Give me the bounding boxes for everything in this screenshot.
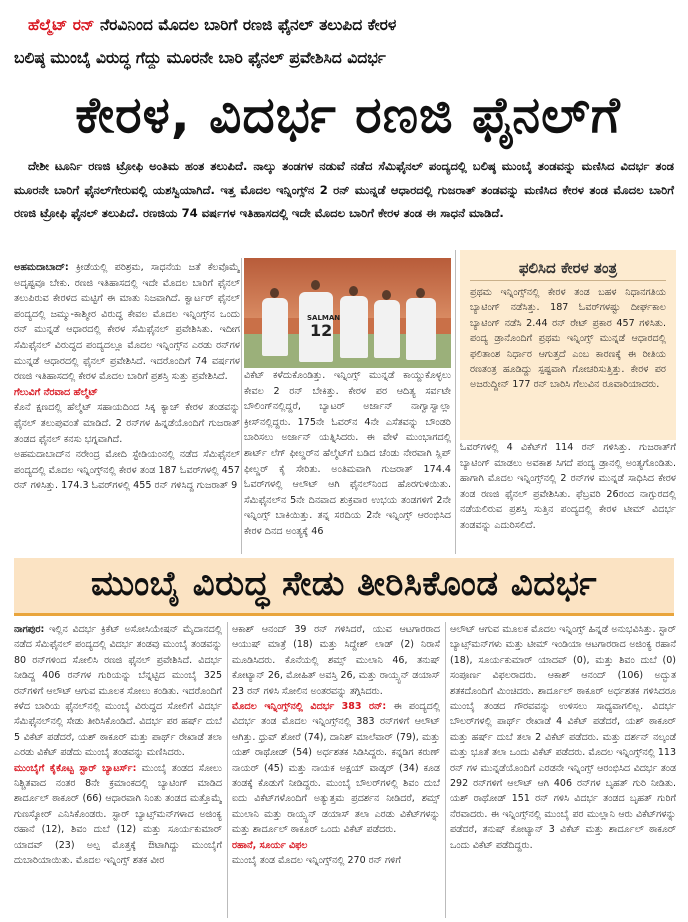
team-celebration-photo bbox=[244, 258, 451, 368]
story2-p2: ಮುಂಬೈ ತಂಡದ ಸೋಲು ನಿಶ್ಚಿತವಾದ ನಂತರ 8ನೇ ಕ್ರಮಾಂಕದಲ್ಲಿ ಬ್ಯಾಟಿಂಗ್ ಮಾಡಿದ ಶಾರ್ದೂಲ್ ಠಾಕೂರ್ (66) ಆಧಾರವಾಗಿ ನಿಂತು ತಂಡದ ಮತ್ತೊಮ್ಮೆ ಗುಣಸ್ಕೋರ್ ಎನಿಸಿಕೊಂಡರು. ಸ್ಟಾರ್ ಬ್ಯಾಟ್ಸ್‌ಮನ್‌ಗಳಾದ ಅಜಿಂಕ್ಯ ರಹಾನೆ (12), ಶಿವಂ ದುಬೆ (12) ಮತ್ತು ಸೂರ್ಯಕುಮಾರ್ ಯಾದವ್ (23) ಅಲ್ಪ ಮೊತ್ತಕ್ಕೆ ಔಟಾಗಿದ್ದು ಮುಂಬೈಗೆ ದುಬಾರಿಯಾಯಿತು. ಮೊದಲ ಇನ್ನಿಂಗ್ಸ್ ಶತಕ ವೀರ bbox=[14, 762, 222, 867]
story2-p1: ಇಲ್ಲಿನ ವಿದರ್ಭ ಕ್ರಿಕೆಟ್ ಅಸೋಸಿಯೇಷನ್ ಮೈದಾನದಲ್ಲಿ ನಡೆದ ಸೆಮಿಫೈನಲ್ ಪಂದ್ಯದಲ್ಲಿ ವಿದರ್ಭ ತಂಡವು ಮುಂಬೈ ತಂಡವನ್ನು 80 ರನ್‌ಗಳಿಂದ ಸೋಲಿಸಿ ರಣಜಿ ಫೈನಲ್ ಪ್ರವೇಶಿಸಿದೆ. ವಿದರ್ಭ ನೀಡಿದ್ದ 406 ರನ್‌ಗಳ ಗುರಿಯನ್ನು ಬೆನ್ನಟ್ಟಿದ ಮುಂಬೈ 325 ರನ್‌ಗಳಿಗೆ ಆಲೌಟ್ ಆಗುವ ಮೂಲಕ ಸೋಲು ಕಂಡಿತು. ಇದರೊಂದಿಗೆ ಕಳೆದ ಬಾರಿಯ ಫೈನಲ್‌ನಲ್ಲಿ ಮುಂಬೈ ವಿರುದ್ಧದ ಸೋಲಿಗೆ ವಿದರ್ಭ ಸೆಮಿಫೈನಲ್‌ನಲ್ಲಿ ಸೇಡು ತೀರಿಸಿಕೊಂಡಿದೆ. ವಿದರ್ಭ ಪರ ಹರ್ಷ್ ದುಬೆ 5 ವಿಕೆಟ್ ಪಡೆದರೆ, ಯಶ್ ಠಾಕೂರ್ ಮತ್ತು ಪಾರ್ಥ್ ರೇಖಾಡೆ ತಲಾ ಎರಡು ವಿಕೆಟ್ ಪಡೆದು ಮುಂಬೈ ತಂಡವನ್ನು ಮಣಿಸಿದರು. bbox=[14, 624, 222, 759]
photo-player-head bbox=[382, 290, 391, 300]
story1-dateline: ಅಹಮದಾಬಾದ್: bbox=[14, 262, 69, 273]
story1-subhead: ಗೆಲುವಿಗೆ ನೆರವಾದ ಹೆಲ್ಮೆಟ್ bbox=[14, 386, 98, 398]
kerala-strategy-box bbox=[460, 250, 676, 440]
jersey-name: SALMAN bbox=[307, 314, 341, 322]
kicker-line-2: ಬಲಿಷ್ಠ ಮುಂಬೈ ವಿರುದ್ಧ ಗೆದ್ದು ಮೂರನೇ ಬಾರಿ ಫೈನಲ್ ಪ್ರವೇಶಿಸಿದ ವಿದರ್ಭ bbox=[14, 49, 386, 67]
column-divider bbox=[445, 622, 446, 918]
story2-p5: ಮುಂಬೈ ತಂಡ ಮೊದಲ ಇನ್ನಿಂಗ್ಸ್‌ನಲ್ಲಿ 270 ರನ್ ಗಳಿಗೆ bbox=[232, 855, 401, 867]
column-divider bbox=[241, 258, 242, 554]
column-divider bbox=[455, 250, 456, 554]
story1-column-3: ಓವರ್‌ಗಳಲ್ಲಿ 4 ವಿಕೆಟ್‌ಗೆ 114 ರನ್ ಗಳಿಸಿತ್ತು. ಗುಜರಾತ್‌ಗೆ ಬ್ಯಾಟಿಂಗ್ ಮಾಡಲು ಅವಕಾಶ ಸಿಗದೆ ಪಂದ್ಯ ಡ್ರಾನಲ್ಲಿ ಅಂತ್ಯಗೊಂಡಿತು. ಹಾಗಾಗಿ ಮೊದಲ ಇನ್ನಿಂಗ್ಸ್‌ನಲ್ಲಿ 2 ರನ್‌ಗಳ ಮುನ್ನಡೆ ಸಾಧಿಸಿದ ಕೇರಳ ತಂಡ ರಣಜಿ ಫೈನಲ್ ಪ್ರವೇಶಿಸಿತು. ಫೆಬ್ರವರಿ 26ರಂದ ನಾಗ್ಪುರದಲ್ಲಿ ನಡೆಯಲಿರುವ ಪ್ರಶಸ್ತಿ ಸುತ್ತಿನ ಪಂದ್ಯದಲ್ಲಿ ಕೇರಳ ಟೀಮ್ ವಿದರ್ಭ ತಂಡವನ್ನು ಎದುರಿಸಲಿದೆ. bbox=[460, 442, 676, 531]
story2-dateline: ನಾಗಪುರ: bbox=[14, 624, 45, 635]
photo-player-head bbox=[416, 288, 425, 298]
story2-subhead-2: ಮೊದಲ ಇನ್ನಿಂಗ್ಸ್‌ನಲ್ಲಿ ವಿದರ್ಭ 383 ರನ್: bbox=[232, 701, 387, 713]
story2-subhead-3: ರಹಾನೆ, ಸೂರ್ಯ ವಿಫಲ bbox=[232, 839, 308, 851]
photo-player-head bbox=[349, 286, 358, 296]
story1-column-1 bbox=[14, 260, 240, 552]
story1-p1: ಕ್ರೀಡೆಯಲ್ಲಿ ಪರಿಶ್ರಮ, ಸಾಧನೆಯ ಜತೆ ಕೆಲವೊಮ್ಮೆ ಅದೃಷ್ಟವೂ ಬೇಕು. ರಣಜಿ ಇತಿಹಾಸದಲ್ಲಿ ಇದೇ ಮೊದಲ ಬಾರಿಗೆ ಫೈನಲ್ ತಲುಪಿರುವ ಕೇರಳದ ಮಟ್ಟಿಗೆ ಈ ಮಾತು ನಿಜವಾಗಿದೆ. ಕ್ವಾರ್ಟರ್ ಫೈನಲ್ ಪಂದ್ಯದಲ್ಲಿ ಜಮ್ಮು-ಕಾಶ್ಮೀರ ವಿರುದ್ಧ ಕೇವಲ ಮೊದಲ ಇನ್ನಿಂಗ್ಸ್‌ನ ಒಂದು ರನ್ ಮುನ್ನಡೆ ಆಧಾರದಲ್ಲಿ ಕೇರಳ ಸೆಮಿಫೈನಲ್ ಪ್ರವೇಶಿಸಿತು. ಇದೀಗ ಸೆಮಿಫೈನಲ್ ವಿರುದ್ಧದ ಪಂದ್ಯದಲ್ಲೂ ಮೊದಲ ಇನ್ನಿಂಗ್ಸ್‌ನ ಎರಡು ರನ್‌ಗಳ ಮುನ್ನಡೆ ಆಧಾರದಲ್ಲಿ ಫೈನಲ್ ಪ್ರವೇಶಿಸಿದೆ. ಇದರೊಂದಿಗೆ 74 ವರ್ಷಗಳ ರಣಜಿ ಇತಿಹಾಸದಲ್ಲಿ ಕೇರಳ ಮೊದಲ ಬಾರಿಗೆ ಪ್ರಶಸ್ತಿ ಸುತ್ತು ಪ್ರವೇಶಿಸಿದೆ. bbox=[14, 262, 240, 383]
photo-player-head bbox=[270, 288, 279, 298]
photo-player bbox=[406, 298, 436, 360]
story2-column-1 bbox=[14, 622, 222, 918]
column-divider bbox=[227, 622, 228, 918]
story2-p4: ಈ ಪಂದ್ಯದಲ್ಲಿ ವಿದರ್ಭ ತಂಡ ಮೊದಲ ಇನ್ನಿಂಗ್ಸ್‌ನಲ್ಲಿ 383 ರನ್‌ಗಳಿಗೆ ಆಲೌಟ್ ಆಗಿತ್ತು. ಧ್ರುವ್ ಶೋರೆ (74), ದಾನಿಶ್ ಮಾಲೆವಾರ್ (79), ಮತ್ತು ಯಶ್ ರಾಥೋಡ್ (54) ಅರ್ಧಶತಕ ಸಿಡಿಸಿದ್ದರು. ಕನ್ನಡಿಗ ಕರುಣ್ ನಾಯರ್ (45) ಮತ್ತು ನಾಯಕ ಅಕ್ಷಯ್ ವಾಡ್ಕರ್ (34) ಕೂಡ ತಂಡಕ್ಕೆ ಕೊಡುಗೆ ನೀಡಿದ್ದರು. ಮುಂಬೈ ಬೌಲರ್‌ಗಳಲ್ಲಿ ಶಿವಂ ದುಬೆ ಐದು ವಿಕೆಟ್‌ಗಳೊಂದಿಗೆ ಅತ್ಯುತ್ತಮ ಪ್ರದರ್ಶನ ನೀಡಿದರೆ, ಶಮ್ಸ್ ಮುಲಾನಿ ಮತ್ತು ರಾಯ್ಸ್ಟನ್ ಡಯಾಸ್ ತಲಾ ಎರಡು ವಿಕೆಟ್‌ಗಳನ್ನು ಮತ್ತು ಶಾರ್ದೂಲ್ ಠಾಕೂರ್ ಒಂದು ವಿಕೆಟ್ ಪಡೆದರು. bbox=[232, 701, 440, 836]
story1-p3: ಅಹಮದಾಬಾದ್‌ನ ನರೇಂದ್ರ ಮೋದಿ ಸ್ಟೇಡಿಯಂನಲ್ಲಿ ನಡೆದ ಸೆಮಿಫೈನಲ್ ಪಂದ್ಯದಲ್ಲಿ ಮೊದಲ ಇನ್ನಿಂಗ್ಸ್‌ನಲ್ಲಿ ಕೇರಳ ತಂಡ 187 ಓವರ್‌ಗಳಲ್ಲಿ 457 ರನ್ ಗಳಿಸಿತ್ತು. 174.3 ಓವರ್‌ಗಳಲ್ಲಿ 455 ರನ್ ಗಳಿಸಿದ್ದ ಗುಜರಾತ್ 9 bbox=[14, 449, 240, 492]
kicker-line-1-text: ನೆರವಿನಿಂದ ಮೊದಲ ಬಾರಿಗೆ ರಣಜಿ ಫೈನಲ್ ತಲುಪಿದ ಕೇರಳ bbox=[94, 16, 397, 34]
story2-subhead: ಮುಂಬೈಗೆ ಕೈಕೊಟ್ಟ ಸ್ಟಾರ್ ಬ್ಯಾಟರ್ಸ್: bbox=[14, 762, 137, 774]
sidebox-body: ಪ್ರಥಮ ಇನ್ನಿಂಗ್ಸ್‌ನಲ್ಲಿ ಕೇರಳ ತಂಡ ಬಹಳ ನಿಧಾನಗತಿಯ ಬ್ಯಾಟಿಂಗ್ ನಡೆಸಿತ್ತು. 187 ಓವರ್‌ಗಳಷ್ಟು ದೀರ್ಘಕಾಲ ಬ್ಯಾಟಿಂಗ್ ನಡೆಸಿ 2.44 ರನ್ ರೇಟ್ ಪ್ರಕಾರ 457 ಗಳಿಸಿತು. ಪಂದ್ಯ ಡ್ರಾನೊಂದಿಗೆ ಪ್ರಥಮ ಇನ್ನಿಂಗ್ಸ್ ಮುನ್ನಡೆ ಆಧಾರದಲ್ಲಿ ಫಲಿತಾಂಶ ನಿರ್ಧಾರ ಆಗುತ್ತದೆ ಎಂಬ ಕಾರಣಕ್ಕೆ ಈ ರೀತಿಯ ರಣತಂತ್ರ ಹೂಡಿದ್ದು ಸ್ಪಷ್ಟವಾಗಿ ಗೋಚರಿಸುತ್ತಿತ್ತು. ಕೇರಳ ಪರ ಅಜರುದ್ದೀನ್ 177 ರನ್ ಬಾರಿಸಿ ಗೆಲುವಿನ ರೂವಾರಿಯಾದರು. bbox=[470, 287, 666, 391]
story2-column-2 bbox=[232, 622, 440, 918]
kicker-highlight: ಹೆಲ್ಮೆಟ್ ರನ್ bbox=[28, 16, 95, 34]
photo-player bbox=[374, 300, 400, 358]
story2-p3: ಆಕಾಶ್ ಆನಂದ್ 39 ರನ್ ಗಳಿಸಿದರೆ, ಯುವ ಆಟಗಾರರಾದ ಆಯುಷ್ ಮಾತ್ರೆ (18) ಮತ್ತು ಸಿದ್ದೇಶ್ ಲಾಡ್ (2) ನಿರಾಸೆ ಮೂಡಿಸಿದರು. ಕೊನೆಯಲ್ಲಿ ಶಮ್ಸ್ ಮುಲಾನಿ 46, ತನುಷ್ ಕೋಟ್ಯಾನ್ 26, ಮೋಹಿತ್ ಅವಸ್ತಿ 26, ಮತ್ತು ರಾಯ್ಸ್ಟನ್ ಡಯಾಸ್ 23 ರನ್ ಗಳಿಸಿ ಸೋಲಿನ ಅಂತರವನ್ನು ತಗ್ಗಿಸಿದರು. bbox=[232, 624, 440, 697]
photo-player bbox=[340, 296, 368, 358]
photo-player bbox=[262, 298, 288, 356]
second-story-headline: ಮುಂಬೈ ವಿರುದ್ಧ ಸೇಡು ತೀರಿಸಿಕೊಂಡ ವಿದರ್ಭ bbox=[90, 564, 598, 604]
second-story-headline-band bbox=[14, 558, 674, 616]
jersey-number: 12 bbox=[310, 321, 333, 340]
main-headline: ಕೇರಳ, ವಿದರ್ಭ ರಣಜಿ ಫೈನಲ್‌ಗೆ bbox=[75, 86, 621, 144]
story1-column-2: ವಿಕೆಟ್ ಕಳೆದುಕೊಂಡಿತ್ತು. ಇನ್ನಿಂಗ್ಸ್ ಮುನ್ನಡೆ ಕಾಯ್ದುಕೊಳ್ಳಲು ಕೇವಲ 2 ರನ್ ಬೇಕಿತ್ತು. ಕೇರಳ ಪರ ಆದಿತ್ಯ ಸರ್ವಟೇ ಬೌಲಿಂಗ್‌ನಲ್ಲಿದ್ದರೆ, ಬ್ಯಾಟರ್ ಅರ್ಜಾನ್ ನಾಗ್ವಾಸ್ವಾಲ್ಲಾ ಕ್ರೀಸ್‌ನಲ್ಲಿದ್ದರು. 175ನೇ ಓವರ್‌ನ 4ನೇ ಎಸೆತವನ್ನು ಬೌಂಡರಿ ಬಾರಿಸಲು ಅರ್ಜಾನ್ ಯತ್ನಿಸಿದರು. ಈ ವೇಳೆ ಮುಂಭಾಗದಲ್ಲಿ ಶಾರ್ಟ್ ಲೆಗ್ ಫೀಲ್ಡರ್‌ನ ಹೆಲ್ಮೆಟ್‌ಗೆ ಬಡಿದ ಚೆಂಡು ನೇರವಾಗಿ ಸ್ಲಿಪ್ ಫೀಲ್ಡರ್ ಕೈ ಸೇರಿತು. ಅಂತಿಮವಾಗಿ ಗುಜರಾತ್ 174.4 ಓವರ್‌ಗಳಲ್ಲಿ ಆಲೌಟ್ ಆಗಿ ಫೈನಲ್‌ನಿಂದ ಹೊರಗುಳಿಯಿತು. ಸೆಮಿಫೈನಲ್‌ನ 5ನೇ ದಿನವಾದ ಶುಕ್ರವಾರ ಉಭಯ ತಂಡಗಳಿಗೆ 2ನೇ ಇನ್ನಿಂಗ್ಸ್ ಬಾಕಿಯಿತ್ತು. ತನ್ನ ಸರದಿಯ 2ನೇ ಇನ್ನಿಂಗ್ಸ್ ಆರಂಭಿಸಿದ ಕೇರಳ ದಿನದ ಅಂತ್ಯಕ್ಕೆ 46 bbox=[244, 370, 451, 537]
kicker-line-1 bbox=[28, 14, 678, 37]
story1-p2: ಕೊನೆ ಕ್ಷಣದಲ್ಲಿ ಹೆಲ್ಮೆಟ್ ಸಹಾಯದಿಂದ ಸಿಕ್ಕ ಕ್ಯಾಚ್ ಕೇರಳ ತಂಡವನ್ನು ಫೈನಲ್ ತಲುಪುವಂತೆ ಮಾಡಿದೆ. 2 ರನ್‌ಗಳ ಹಿನ್ನಡೆಯೊಂದಿಗೆ ಗುಜರಾತ್ ತಂಡದ ಫೈನಲ್ ಕನಸು ಭಗ್ನವಾಗಿದೆ. bbox=[14, 402, 240, 445]
lead-text: ದೇಶೀ ಟೂರ್ನಿ ರಣಜಿ ಟ್ರೋಫಿ ಅಂತಿಮ ಹಂತ ತಲುಪಿದೆ. ನಾಲ್ಕು ತಂಡಗಳ ನಡುವೆ ನಡೆದ ಸೆಮಿಫೈನಲ್ ಪಂದ್ಯದಲ್ಲಿ ಬಲಿಷ್ಠ ಮುಂಬೈ ತಂಡವನ್ನು ಮಣಿಸಿದ ವಿದರ್ಭ ತಂಡ ಮೂರನೇ ಬಾರಿಗೆ ಫೈನಲ್‌ಗೇರುವಲ್ಲಿ ಯಶಸ್ವಿಯಾಗಿದೆ. ಇತ್ತ ಮೊದಲ ಇನ್ನಿಂಗ್ಸ್‌ನ 2 ರನ್ ಮುನ್ನಡೆ ಆಧಾರದಲ್ಲಿ ಗುಜರಾತ್ ತಂಡವನ್ನು ಮಣಿಸಿದ ಕೇರಳ ತಂಡ ಮೊದಲ ಬಾರಿಗೆ ರಣಜಿ ಟ್ರೋಫಿ ಫೈನಲ್ ತಲುಪಿದೆ. ರಣಜಿಯ 74 ವರ್ಷಗಳ ಇತಿಹಾಸದಲ್ಲಿ ಇದೇ ಮೊದಲ ಬಾರಿಗೆ ಕೇರಳ ತಂಡ ಈ ಸಾಧನೆ ಮಾಡಿದೆ. bbox=[14, 159, 674, 220]
story2-column-3: ಆಲೌಟ್ ಆಗುವ ಮೂಲಕ ಮೊದಲ ಇನ್ನಿಂಗ್ಸ್ ಹಿನ್ನಡೆ ಅನುಭವಿಸಿತ್ತು. ಸ್ಟಾರ್ ಬ್ಯಾಟ್ಸ್‌ಮನ್‌ಗಳು ಮತ್ತು ಟೀಮ್ ಇಂಡಿಯಾ ಆಟಗಾರರಾದ ಅಜಿಂಕ್ಯ ರಹಾನೆ (18), ಸೂರ್ಯಕುಮಾರ್ ಯಾದವ್ (0), ಮತ್ತು ಶಿವಂ ದುಬೆ (0) ಸಂಪೂರ್ಣ ವಿಫಲರಾದರು. ಆಕಾಶ್ ಆನಂದ್ (106) ಅದ್ಭುತ ಶತಕದೊಂದಿಗೆ ಮಿಂಚಿದರು. ಶಾರ್ದೂಲ್ ಠಾಕೂರ್ ಅರ್ಧಶತಕ ಗಳಿಸಿದರೂ ಮುಂಬೈ ತಂಡದ ಗೌರವವನ್ನು ಉಳಿಸಲು ಸಾಧ್ಯವಾಗಲಿಲ್ಲ. ವಿದರ್ಭ ಬೌಲರ್‌ಗಳಲ್ಲಿ ಪಾರ್ಥ್ ರೇಖಾಡೆ 4 ವಿಕೆಟ್ ಪಡೆದರೆ, ಯಶ್ ಠಾಕೂರ್ ಮತ್ತು ಹರ್ಷ್ ದುಬೆ ತಲಾ 2 ವಿಕೆಟ್ ಪಡೆದರು. ಮತ್ತು ದರ್ಶನ್ ನಲ್ಕಂಡೆ ಮತ್ತು ಭೂತೆ ತಲಾ ಒಂದು ವಿಕೆಟ್ ಪಡೆದರು. ಮೊದಲ ಇನ್ನಿಂಗ್ಸ್‌ನಲ್ಲಿ 113 ರನ್ ಗಳ ಮುನ್ನಡೆಯೊಂದಿಗೆ ಎರಡನೇ ಇನ್ನಿಂಗ್ಸ್ ಆರಂಭಿಸಿದ ವಿದರ್ಭ ತಂಡ 292 ರನ್‌ಗಳಿಗೆ ಆಲೌಟ್ ಆಗಿ 406 ರನ್‌ಗಳ ಬೃಹತ್ ಗುರಿ ನೀಡಿತು. ಯಶ್ ರಾಥೋಡ್ 151 ರನ್ ಗಳಿಸಿ ವಿದರ್ಭ ತಂಡದ ಬೃಹತ್ ಗುರಿಗೆ ನೆರವಾದರು. ಈ ಇನ್ನಿಂಗ್ಸ್‌ನಲ್ಲಿ ಮುಂಬೈ ಪರ ಮುಲ್ಲಾನಿ ಆರು ವಿಕೆಟ್‌ಗಳನ್ನು ಪಡೆದರೆ, ತನುಷ್ ಕೋಟ್ಯಾನ್ 3 ವಿಕೆಟ್ ಮತ್ತು ಶಾರ್ದೂಲ್ ಠಾಕೂರ್ ಒಂದು ವಿಕೆಟ್ ಪಡೆದಿದ್ದರು. bbox=[450, 624, 676, 851]
sidebox-title: ಫಲಿಸಿದ ಕೇರಳ ತಂತ್ರ bbox=[470, 256, 666, 281]
photo-player-head bbox=[311, 280, 320, 290]
lead-paragraph bbox=[14, 155, 674, 226]
